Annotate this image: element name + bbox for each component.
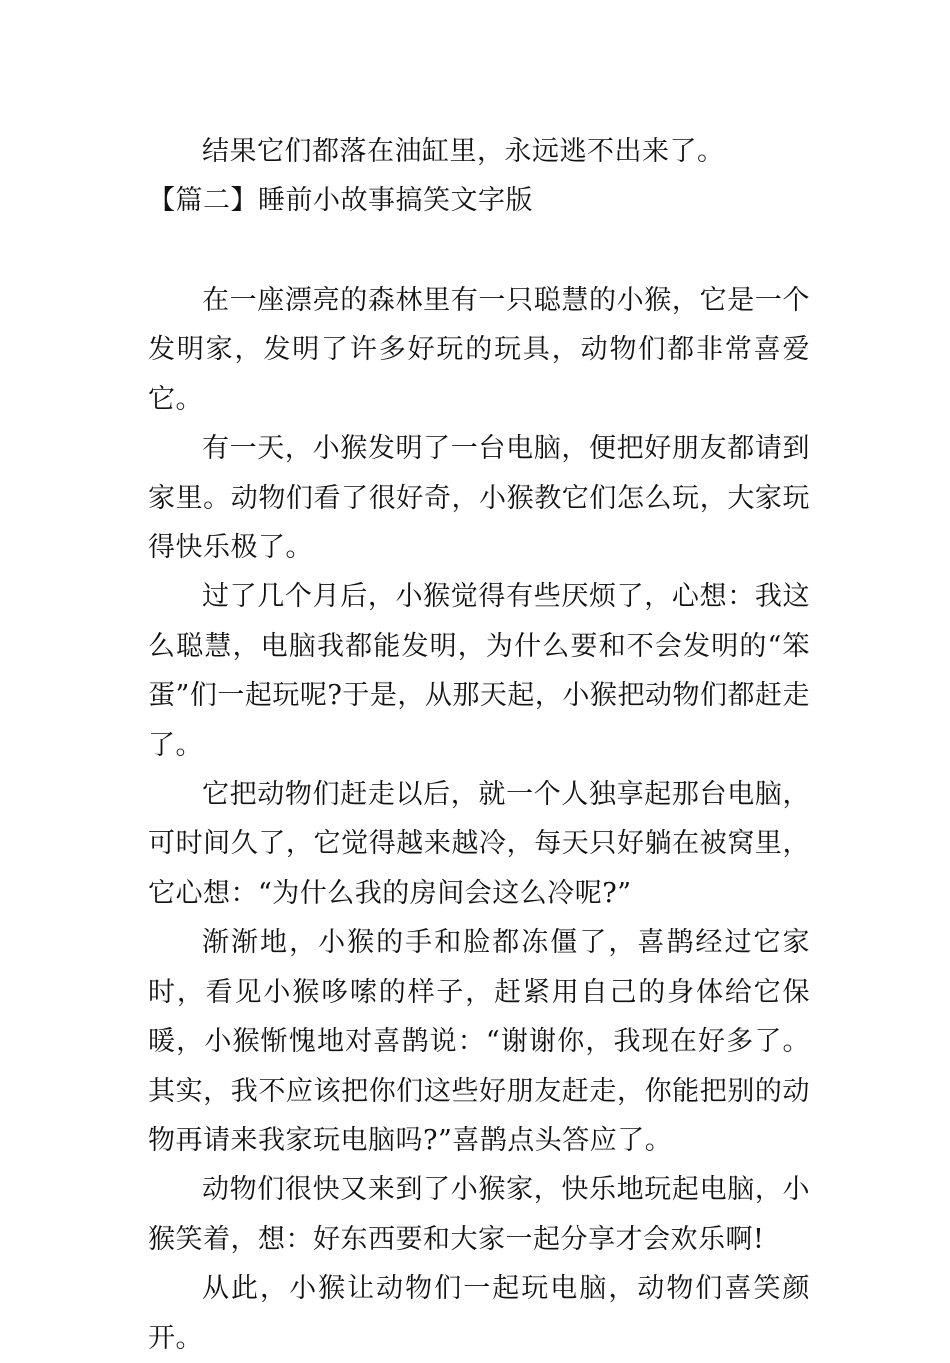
story-paragraph-5: 渐渐地，小猴的手和脸都冻僵了，喜鹊经过它家时，看见小猴哆嗦的样子，赶紧用自己的身体给它保暖，小猴惭愧地对喜鹊说：“谢谢你，我现在好多了。其实，我不应该把你们这些好朋友赶走，你能把别的动物再请来我家玩电脑吗?”喜鹊点头答应了。	[148, 927, 810, 1156]
section-heading: 【篇二】睡前小故事搞笑文字版	[148, 185, 533, 217]
story-paragraph-6: 动物们很快又来到了小猴家，快乐地玩起电脑，小猴笑着，想：好东西要和大家一起分享才会欢乐啊!	[148, 1174, 810, 1255]
intro-paragraph: 结果它们都落在油缸里，永远逃不出来了。	[202, 136, 725, 167]
story-paragraph-3: 过了几个月后，小猴觉得有些厌烦了，心想：我这么聪慧，电脑我都能发明，为什么要和不会发明的“笨蛋”们一起玩呢?于是，从那天起，小猴把动物们都赶走了。	[148, 581, 810, 761]
top-text-block	[148, 127, 810, 226]
story-paragraph-4: 它把动物们赶走以后，就一个人独享起那台电脑，可时间久了，它觉得越来越冷，每天只好躺在被窝里，它心想：“为什么我的房间会这么冷呢?”	[148, 779, 810, 909]
story-body	[148, 276, 810, 1363]
story-paragraph-2: 有一天，小猴发明了一台电脑，便把好朋友都请到家里。动物们看了很好奇，小猴教它们怎么玩，大家玩得快乐极了。	[148, 433, 810, 564]
story-paragraph-7: 从此，小猴让动物们一起玩电脑，动物们喜笑颜开。	[148, 1273, 810, 1354]
story-paragraph-1: 在一座漂亮的森林里有一只聪慧的小猴，它是一个发明家，发明了许多好玩的玩具，动物们都非常喜爱它。	[148, 285, 810, 415]
